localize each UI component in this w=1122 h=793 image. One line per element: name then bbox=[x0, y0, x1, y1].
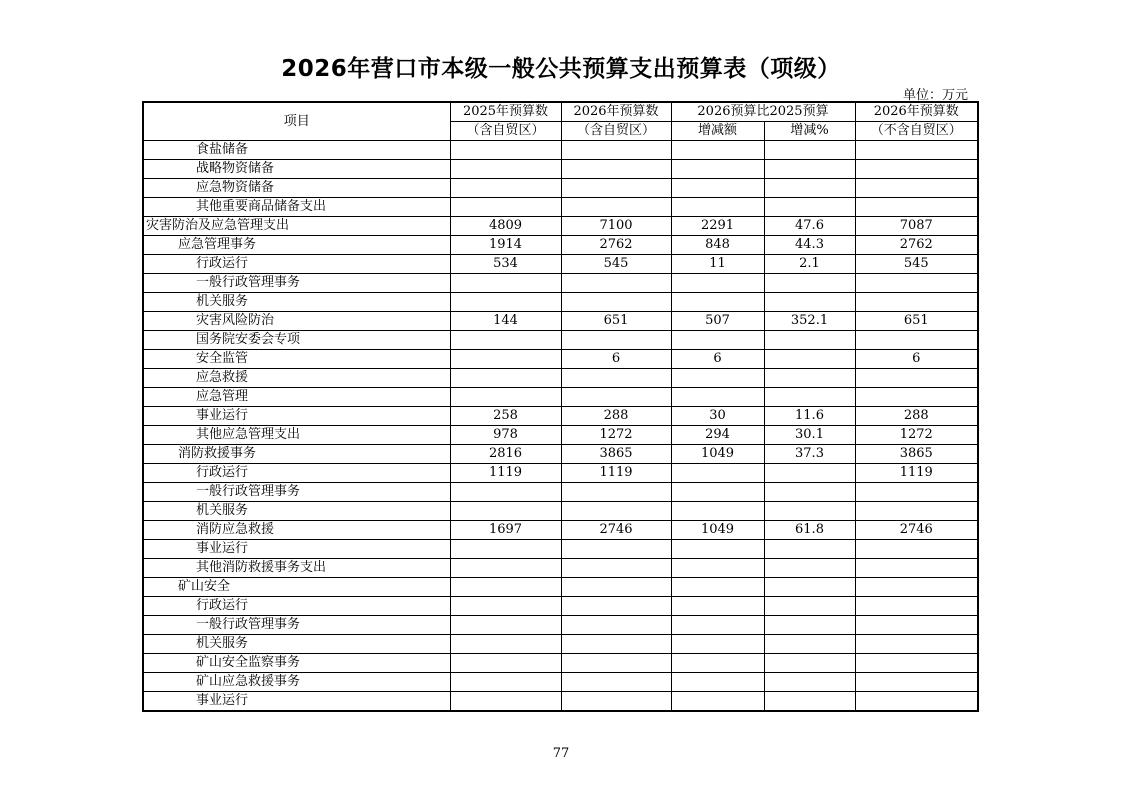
budget-2026-excl-cell bbox=[855, 502, 978, 521]
budget-2025-cell: 2816 bbox=[450, 445, 561, 464]
item-name-cell: 行政运行 bbox=[143, 464, 450, 483]
budget-2025-cell: 1119 bbox=[450, 464, 561, 483]
change-amount-cell bbox=[671, 483, 764, 502]
budget-2025-cell: 258 bbox=[450, 407, 561, 426]
budget-2026-cell: 1119 bbox=[561, 464, 671, 483]
change-percent-cell: 61.8 bbox=[764, 521, 855, 540]
table-row bbox=[143, 388, 978, 407]
budget-2026-cell: 2746 bbox=[561, 521, 671, 540]
budget-2026-excl-cell: 6 bbox=[855, 350, 978, 369]
change-percent-cell bbox=[764, 141, 855, 160]
budget-2026-excl-cell bbox=[855, 179, 978, 198]
header-item: 项目 bbox=[143, 102, 450, 141]
change-amount-cell bbox=[671, 388, 764, 407]
budget-2025-cell bbox=[450, 350, 561, 369]
change-amount-cell bbox=[671, 293, 764, 312]
budget-2026-excl-cell bbox=[855, 635, 978, 654]
table-row bbox=[143, 692, 978, 712]
change-percent-cell bbox=[764, 540, 855, 559]
change-amount-cell: 11 bbox=[671, 255, 764, 274]
table-row bbox=[143, 483, 978, 502]
table-body bbox=[143, 141, 978, 712]
header-b2026-ex-sub: （不含自贸区） bbox=[855, 122, 978, 141]
budget-2026-excl-cell: 1119 bbox=[855, 464, 978, 483]
change-amount-cell bbox=[671, 160, 764, 179]
budget-2026-cell bbox=[561, 388, 671, 407]
change-amount-cell bbox=[671, 616, 764, 635]
item-name-cell: 其他应急管理支出 bbox=[143, 426, 450, 445]
table-row bbox=[143, 160, 978, 179]
header-b2026: 2026年预算数 bbox=[561, 102, 671, 122]
budget-2026-excl-cell bbox=[855, 673, 978, 692]
table-row bbox=[143, 255, 978, 274]
budget-2026-cell bbox=[561, 483, 671, 502]
change-amount-cell bbox=[671, 654, 764, 673]
budget-2026-excl-cell bbox=[855, 198, 978, 217]
budget-2026-cell bbox=[561, 502, 671, 521]
item-name-cell: 事业运行 bbox=[143, 540, 450, 559]
budget-2026-excl-cell bbox=[855, 293, 978, 312]
table-row bbox=[143, 654, 978, 673]
budget-2026-excl-cell: 7087 bbox=[855, 217, 978, 236]
budget-2026-cell bbox=[561, 160, 671, 179]
budget-2026-cell bbox=[561, 559, 671, 578]
table-row bbox=[143, 350, 978, 369]
table-row bbox=[143, 236, 978, 255]
budget-2026-cell: 545 bbox=[561, 255, 671, 274]
change-amount-cell bbox=[671, 331, 764, 350]
change-percent-cell bbox=[764, 578, 855, 597]
change-percent-cell bbox=[764, 369, 855, 388]
budget-2026-excl-cell bbox=[855, 578, 978, 597]
budget-2026-cell bbox=[561, 179, 671, 198]
budget-2026-cell bbox=[561, 597, 671, 616]
change-amount-cell: 848 bbox=[671, 236, 764, 255]
table-row bbox=[143, 616, 978, 635]
budget-2026-cell: 1272 bbox=[561, 426, 671, 445]
item-name-cell: 战略物资储备 bbox=[143, 160, 450, 179]
budget-2025-cell bbox=[450, 141, 561, 160]
budget-2025-cell: 978 bbox=[450, 426, 561, 445]
budget-table bbox=[142, 101, 979, 712]
item-name-cell: 国务院安委会专项 bbox=[143, 331, 450, 350]
change-percent-cell: 44.3 bbox=[764, 236, 855, 255]
budget-2025-cell bbox=[450, 502, 561, 521]
budget-2026-excl-cell bbox=[855, 274, 978, 293]
table-row bbox=[143, 141, 978, 160]
change-percent-cell: 37.3 bbox=[764, 445, 855, 464]
header-change: 增减额 bbox=[671, 122, 764, 141]
budget-2025-cell bbox=[450, 673, 561, 692]
change-amount-cell bbox=[671, 540, 764, 559]
budget-2025-cell: 1914 bbox=[450, 236, 561, 255]
change-percent-cell bbox=[764, 198, 855, 217]
budget-2026-cell bbox=[561, 141, 671, 160]
change-percent-cell bbox=[764, 160, 855, 179]
item-name-cell: 矿山应急救援事务 bbox=[143, 673, 450, 692]
table-row bbox=[143, 293, 978, 312]
change-percent-cell: 2.1 bbox=[764, 255, 855, 274]
change-percent-cell bbox=[764, 502, 855, 521]
change-amount-cell bbox=[671, 502, 764, 521]
change-percent-cell bbox=[764, 331, 855, 350]
change-amount-cell bbox=[671, 141, 764, 160]
change-amount-cell bbox=[671, 369, 764, 388]
table-row bbox=[143, 559, 978, 578]
table-row bbox=[143, 502, 978, 521]
table-row bbox=[143, 578, 978, 597]
change-amount-cell bbox=[671, 578, 764, 597]
unit-label: 单位：万元 bbox=[903, 88, 969, 103]
page-title: 2026年营口市本级一般公共预算支出预算表（项级） bbox=[281, 56, 841, 82]
item-name-cell: 灾害防治及应急管理支出 bbox=[143, 217, 450, 236]
budget-2026-excl-cell: 288 bbox=[855, 407, 978, 426]
change-amount-cell bbox=[671, 464, 764, 483]
budget-2026-cell bbox=[561, 274, 671, 293]
change-amount-cell bbox=[671, 179, 764, 198]
change-amount-cell: 1049 bbox=[671, 521, 764, 540]
item-name-cell: 其他重要商品储备支出 bbox=[143, 198, 450, 217]
change-percent-cell: 11.6 bbox=[764, 407, 855, 426]
budget-2025-cell bbox=[450, 483, 561, 502]
budget-2026-excl-cell bbox=[855, 160, 978, 179]
item-name-cell: 机关服务 bbox=[143, 293, 450, 312]
table-row bbox=[143, 198, 978, 217]
table-row bbox=[143, 464, 978, 483]
budget-2026-cell bbox=[561, 369, 671, 388]
table-row bbox=[143, 312, 978, 331]
change-percent-cell bbox=[764, 654, 855, 673]
item-name-cell: 应急管理 bbox=[143, 388, 450, 407]
change-amount-cell bbox=[671, 597, 764, 616]
change-percent-cell bbox=[764, 483, 855, 502]
item-name-cell: 事业运行 bbox=[143, 692, 450, 712]
change-percent-cell bbox=[764, 350, 855, 369]
budget-2026-cell: 2762 bbox=[561, 236, 671, 255]
budget-2025-cell: 144 bbox=[450, 312, 561, 331]
budget-2025-cell: 534 bbox=[450, 255, 561, 274]
budget-2026-cell bbox=[561, 578, 671, 597]
table-row bbox=[143, 331, 978, 350]
budget-2025-cell bbox=[450, 274, 561, 293]
budget-2025-cell: 4809 bbox=[450, 217, 561, 236]
change-percent-cell bbox=[764, 388, 855, 407]
page-number: 77 bbox=[552, 746, 570, 761]
budget-2026-cell bbox=[561, 654, 671, 673]
budget-2026-cell: 651 bbox=[561, 312, 671, 331]
item-name-cell: 机关服务 bbox=[143, 502, 450, 521]
budget-2026-cell bbox=[561, 540, 671, 559]
budget-2026-excl-cell bbox=[855, 597, 978, 616]
budget-2025-cell bbox=[450, 198, 561, 217]
item-name-cell: 行政运行 bbox=[143, 255, 450, 274]
budget-2025-cell bbox=[450, 369, 561, 388]
budget-2026-cell bbox=[561, 635, 671, 654]
budget-2025-cell bbox=[450, 597, 561, 616]
budget-2026-excl-cell bbox=[855, 692, 978, 712]
budget-2025-cell bbox=[450, 388, 561, 407]
budget-2025-cell bbox=[450, 559, 561, 578]
budget-2026-cell bbox=[561, 198, 671, 217]
change-amount-cell bbox=[671, 559, 764, 578]
table-row bbox=[143, 217, 978, 236]
table-row bbox=[143, 179, 978, 198]
budget-2026-excl-cell: 2762 bbox=[855, 236, 978, 255]
table-row bbox=[143, 369, 978, 388]
budget-2026-cell bbox=[561, 673, 671, 692]
table-row bbox=[143, 540, 978, 559]
header-b2026-sub: （含自贸区） bbox=[561, 122, 671, 141]
change-percent-cell bbox=[764, 179, 855, 198]
budget-2025-cell bbox=[450, 616, 561, 635]
item-name-cell: 一般行政管理事务 bbox=[143, 616, 450, 635]
budget-2025-cell bbox=[450, 635, 561, 654]
header-compare: 2026预算比2025预算 bbox=[671, 102, 855, 122]
budget-2025-cell bbox=[450, 578, 561, 597]
change-percent-cell bbox=[764, 293, 855, 312]
change-amount-cell bbox=[671, 198, 764, 217]
change-amount-cell: 507 bbox=[671, 312, 764, 331]
item-name-cell: 矿山安全监察事务 bbox=[143, 654, 450, 673]
change-percent-cell bbox=[764, 616, 855, 635]
change-percent-cell bbox=[764, 464, 855, 483]
change-percent-cell bbox=[764, 559, 855, 578]
budget-2025-cell bbox=[450, 692, 561, 712]
budget-2026-excl-cell bbox=[855, 483, 978, 502]
item-name-cell: 消防救援事务 bbox=[143, 445, 450, 464]
budget-2026-excl-cell bbox=[855, 540, 978, 559]
budget-2026-excl-cell bbox=[855, 369, 978, 388]
table-row bbox=[143, 426, 978, 445]
budget-2026-cell: 7100 bbox=[561, 217, 671, 236]
change-amount-cell bbox=[671, 673, 764, 692]
budget-2026-cell bbox=[561, 293, 671, 312]
budget-2026-excl-cell: 651 bbox=[855, 312, 978, 331]
budget-2025-cell bbox=[450, 331, 561, 350]
header-b2025: 2025年预算数 bbox=[450, 102, 561, 122]
budget-2026-excl-cell bbox=[855, 559, 978, 578]
change-percent-cell: 47.6 bbox=[764, 217, 855, 236]
change-percent-cell bbox=[764, 673, 855, 692]
item-name-cell: 灾害风险防治 bbox=[143, 312, 450, 331]
item-name-cell: 行政运行 bbox=[143, 597, 450, 616]
budget-2026-cell: 6 bbox=[561, 350, 671, 369]
item-name-cell: 事业运行 bbox=[143, 407, 450, 426]
change-percent-cell bbox=[764, 692, 855, 712]
change-amount-cell: 1049 bbox=[671, 445, 764, 464]
budget-2026-cell: 3865 bbox=[561, 445, 671, 464]
budget-2025-cell bbox=[450, 540, 561, 559]
item-name-cell: 矿山安全 bbox=[143, 578, 450, 597]
change-amount-cell: 30 bbox=[671, 407, 764, 426]
change-amount-cell bbox=[671, 635, 764, 654]
table-row bbox=[143, 274, 978, 293]
budget-2026-excl-cell: 3865 bbox=[855, 445, 978, 464]
item-name-cell: 其他消防救援事务支出 bbox=[143, 559, 450, 578]
change-amount-cell: 2291 bbox=[671, 217, 764, 236]
table-row bbox=[143, 407, 978, 426]
budget-2025-cell bbox=[450, 179, 561, 198]
budget-2026-excl-cell bbox=[855, 331, 978, 350]
table-row bbox=[143, 673, 978, 692]
change-amount-cell bbox=[671, 274, 764, 293]
budget-2026-excl-cell: 545 bbox=[855, 255, 978, 274]
change-amount-cell: 6 bbox=[671, 350, 764, 369]
budget-2026-cell bbox=[561, 331, 671, 350]
item-name-cell: 一般行政管理事务 bbox=[143, 483, 450, 502]
budget-2025-cell bbox=[450, 293, 561, 312]
header-b2026-ex: 2026年预算数 bbox=[855, 102, 978, 122]
budget-2026-cell bbox=[561, 616, 671, 635]
item-name-cell: 食盐储备 bbox=[143, 141, 450, 160]
item-name-cell: 消防应急救援 bbox=[143, 521, 450, 540]
budget-2026-excl-cell bbox=[855, 616, 978, 635]
header-change-pct: 增减% bbox=[764, 122, 855, 141]
table-row bbox=[143, 445, 978, 464]
budget-2026-cell: 288 bbox=[561, 407, 671, 426]
change-percent-cell bbox=[764, 274, 855, 293]
change-amount-cell bbox=[671, 692, 764, 712]
item-name-cell: 应急物资储备 bbox=[143, 179, 450, 198]
budget-2026-excl-cell: 2746 bbox=[855, 521, 978, 540]
budget-2026-cell bbox=[561, 692, 671, 712]
budget-2026-excl-cell bbox=[855, 141, 978, 160]
change-percent-cell bbox=[764, 597, 855, 616]
budget-2025-cell bbox=[450, 654, 561, 673]
item-name-cell: 应急救援 bbox=[143, 369, 450, 388]
header-b2025-sub: （含自贸区） bbox=[450, 122, 561, 141]
budget-2026-excl-cell bbox=[855, 654, 978, 673]
table-row bbox=[143, 597, 978, 616]
change-percent-cell: 30.1 bbox=[764, 426, 855, 445]
change-percent-cell: 352.1 bbox=[764, 312, 855, 331]
budget-2025-cell: 1697 bbox=[450, 521, 561, 540]
budget-2025-cell bbox=[450, 160, 561, 179]
item-name-cell: 机关服务 bbox=[143, 635, 450, 654]
change-amount-cell: 294 bbox=[671, 426, 764, 445]
change-percent-cell bbox=[764, 635, 855, 654]
table-row bbox=[143, 521, 978, 540]
table-row bbox=[143, 635, 978, 654]
item-name-cell: 应急管理事务 bbox=[143, 236, 450, 255]
item-name-cell: 安全监管 bbox=[143, 350, 450, 369]
budget-2026-excl-cell bbox=[855, 388, 978, 407]
budget-2026-excl-cell: 1272 bbox=[855, 426, 978, 445]
item-name-cell: 一般行政管理事务 bbox=[143, 274, 450, 293]
